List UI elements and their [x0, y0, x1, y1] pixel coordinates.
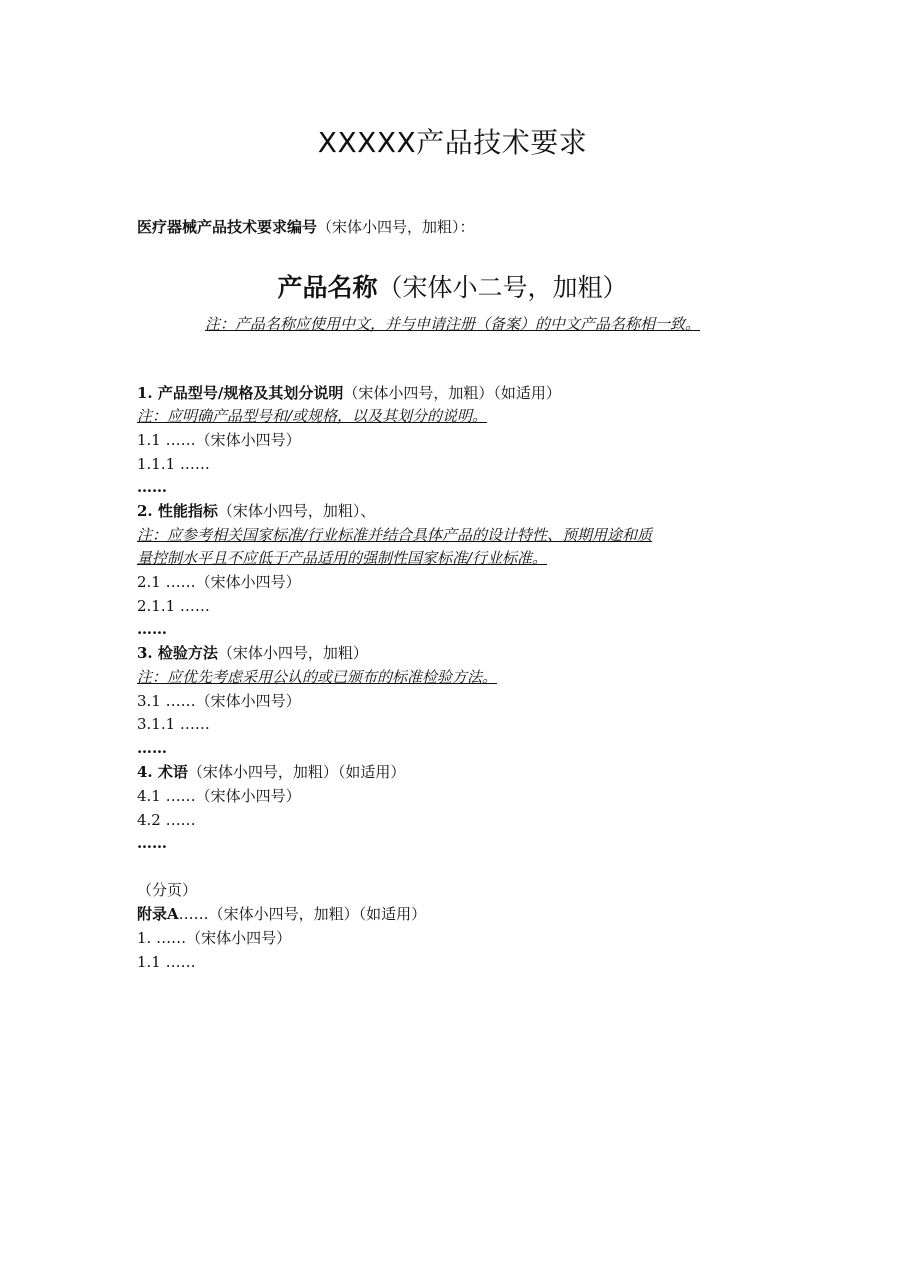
- section-2-title: 2. 性能指标: [137, 502, 218, 520]
- section-3-ellipsis: ……: [137, 739, 167, 757]
- appendix-title: 附录A: [137, 905, 179, 923]
- section-1-heading: [137, 382, 561, 404]
- section-3-format-hint: （宋体小四号，加粗）: [217, 644, 368, 662]
- section-2-ellipsis: ……: [137, 620, 167, 638]
- section-1-note-text: 注：应明确产品型号和/或规格，以及其划分的说明。: [137, 407, 488, 425]
- section-4-title: 4. 术语: [137, 763, 188, 781]
- section-3-note-text: 注：应优先考虑采用公认的或已颁布的标准检验方法。: [137, 668, 498, 686]
- section-2-item-1: 2.1 ……（宋体小四号）: [137, 573, 301, 591]
- section-2-note-line-1: [137, 524, 652, 546]
- document-title: XXXXX产品技术要求: [317, 126, 588, 159]
- section-2-heading: [137, 500, 375, 522]
- technical-requirement-code-line: [137, 216, 475, 238]
- product-name-note-text: 注：产品名称应使用中文，并与申请注册（备案）的中文产品名称相一致。: [204, 315, 700, 333]
- appendix-format-hint: ……（宋体小四号，加粗）（如适用）: [178, 905, 427, 923]
- product-name-note: [0, 313, 905, 335]
- section-4-heading: [137, 761, 405, 783]
- section-2-item-1-1: 2.1.1 ……: [137, 597, 210, 615]
- section-3-heading: [137, 642, 368, 664]
- section-1-item-1: 1.1 ……（宋体小四号）: [137, 431, 301, 449]
- page-break-marker: （分页）: [137, 881, 198, 899]
- appendix-heading: [137, 903, 426, 925]
- section-1-title: 1. 产品型号/规格及其划分说明: [137, 384, 344, 402]
- section-4-item-1: 4.1 ……（宋体小四号）: [137, 787, 301, 805]
- product-name-heading: [0, 270, 905, 306]
- section-3-note: [137, 666, 497, 688]
- section-2-note-text-2: 量控制水平且不应低于产品适用的强制性国家标准/行业标准。: [137, 549, 548, 567]
- section-3-item-1: 3.1 ……（宋体小四号）: [137, 692, 301, 710]
- section-1-format-hint: （宋体小四号，加粗）（如适用）: [343, 384, 561, 402]
- section-2-note-line-2: [137, 547, 547, 569]
- section-3-title: 3. 检验方法: [137, 644, 218, 662]
- code-label: 医疗器械产品技术要求编号: [137, 218, 318, 236]
- section-4-ellipsis: ……: [137, 834, 167, 852]
- section-2-note-text-1: 注：应参考相关国家标准/行业标准并结合具体产品的设计特性、预期用途和质: [137, 526, 653, 544]
- section-1-note: [137, 405, 487, 427]
- section-4-item-2: 4.2 ……: [137, 811, 196, 829]
- product-name-format-hint: （宋体小二号，加粗）: [377, 273, 628, 302]
- section-3-item-1-1: 3.1.1 ……: [137, 715, 210, 733]
- section-1-ellipsis: ……: [137, 478, 167, 496]
- section-1-item-1-1: 1.1.1 ……: [137, 455, 210, 473]
- product-name-label: 产品名称: [277, 273, 378, 302]
- appendix-item-1-1: 1.1 ……: [137, 953, 196, 971]
- section-4-format-hint: （宋体小四号，加粗）（如适用）: [187, 763, 406, 781]
- appendix-item-1: 1. ……（宋体小四号）: [137, 929, 292, 947]
- section-2-format-hint: （宋体小四号，加粗）、: [217, 502, 376, 520]
- code-format-hint: （宋体小四号，加粗）：: [317, 218, 475, 236]
